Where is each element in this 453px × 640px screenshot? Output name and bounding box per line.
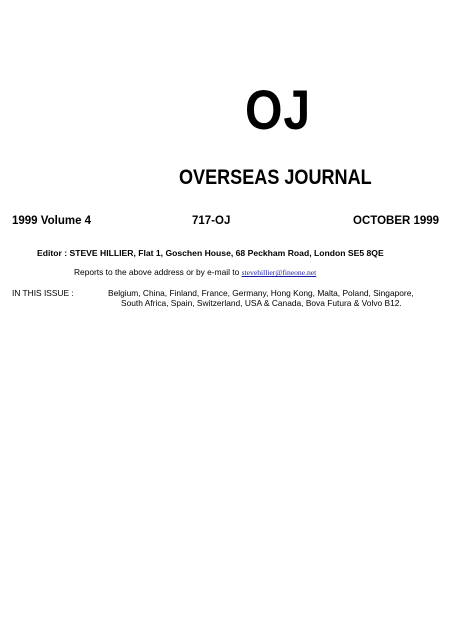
contents-line-2: South Africa, Spain, Switzerland, USA & Canada, Bova Futura & Volvo B12. — [121, 298, 402, 308]
journal-logo: OJ — [245, 78, 311, 141]
contents-label: IN THIS ISSUE : — [12, 288, 74, 298]
reports-text: Reports to the above address or by e-mail to — [74, 267, 242, 277]
email-link[interactable]: stevehillier@fineone.net — [241, 268, 317, 277]
editor-line: Editor : STEVE HILLIER, Flat 1, Goschen House, 68 Peckham Road, London SE5 8QE — [37, 248, 384, 258]
journal-title: OVERSEAS JOURNAL — [179, 166, 372, 189]
issue-volume: 1999 Volume 4 — [12, 215, 92, 227]
reports-line — [74, 267, 316, 278]
issue-date: OCTOBER 1999 — [353, 215, 440, 227]
issue-code: 717-OJ — [192, 215, 231, 227]
contents-line-1: Belgium, China, Finland, France, Germany, Hong Kong, Malta, Poland, Singapore, — [108, 288, 414, 298]
